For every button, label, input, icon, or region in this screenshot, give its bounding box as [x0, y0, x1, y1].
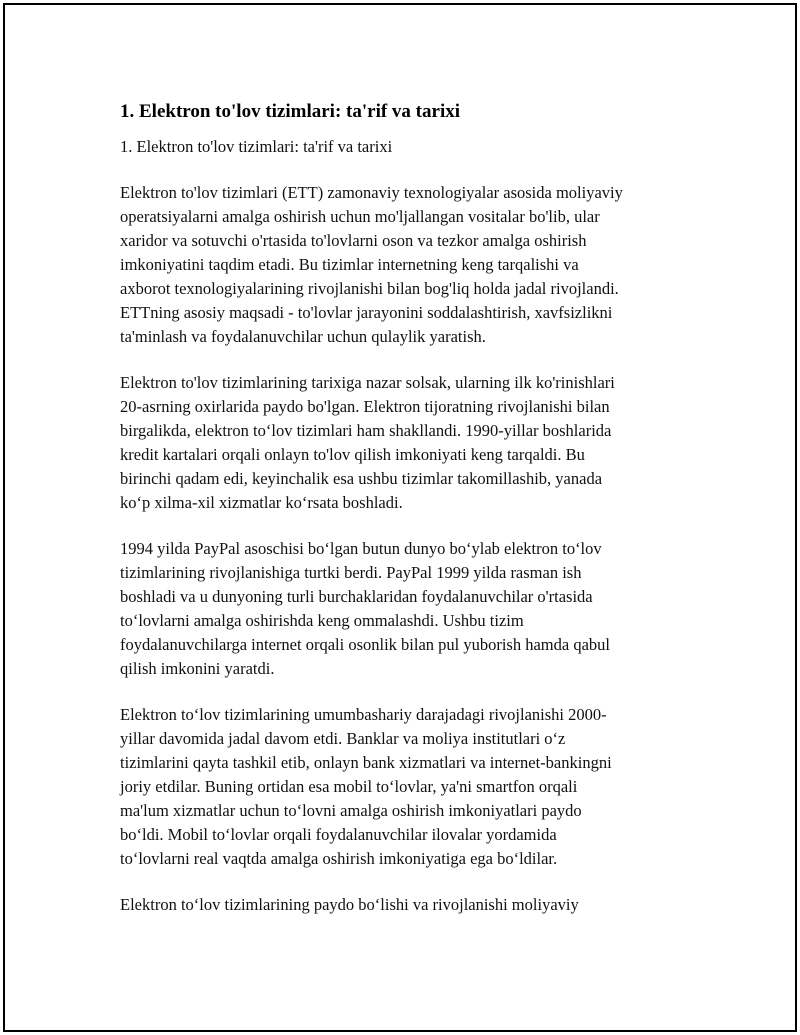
document-body — [120, 99, 700, 939]
paragraph — [120, 537, 700, 681]
paragraph-line: axborot texnologiyalarining rivojlanishi bilan bog'liq holda jadal rivojlandi. — [120, 279, 619, 298]
paragraph-line: to‘lovlarni amalga oshirishda keng ommalashdi. Ushbu tizim — [120, 611, 524, 630]
paragraph-line: Elektron to'lov tizimlari (ETT) zamonaviy texnologiyalar asosida moliyaviy — [120, 183, 623, 202]
paragraph — [120, 893, 700, 917]
paragraph-line: ETTning asosiy maqsadi - to'lovlar jarayonini soddalashtirish, xavfsizlikni — [120, 303, 613, 322]
paragraph-line: joriy etdilar. Buning ortidan esa mobil to‘lovlar, ya'ni smartfon orqali — [120, 777, 578, 796]
paragraph-line: birgalikda, elektron to‘lov tizimlari ham shakllandi. 1990-yillar boshlarida — [120, 421, 612, 440]
paragraph-line: foydalanuvchilarga internet orqali osonlik bilan pul yuborish hamda qabul — [120, 635, 610, 654]
paragraph-line: birinchi qadam edi, keyinchalik esa ushbu tizimlar takomillashib, yanada — [120, 469, 603, 488]
paragraph-line: kredit kartalari orqali onlayn to'lov qilish imkoniyati keng tarqaldi. Bu — [120, 445, 585, 464]
paragraph-line: 1994 yilda PayPal asoschisi bo‘lgan butun dunyo bo‘ylab elektron to‘lov — [120, 539, 602, 558]
document-heading: 1. Elektron to'lov tizimlari: ta'rif va tarixi — [120, 101, 460, 122]
page-frame — [3, 3, 797, 1032]
paragraph-line: imkoniyatini taqdim etadi. Bu tizimlar internetning keng tarqalishi va — [120, 255, 579, 274]
paragraph-line: operatsiyalarni amalga oshirish uchun mo'ljallangan vositalar bo'lib, ular — [120, 207, 600, 226]
paragraph-line: xaridor va sotuvchi o'rtasida to'lovlarni oson va tezkor amalga oshirish — [120, 231, 587, 250]
paragraph-line: Elektron to‘lov tizimlarining umumbashariy darajadagi rivojlanishi 2000- — [120, 705, 607, 724]
paragraph — [120, 703, 700, 871]
paragraph-line: tizimlarini qayta tashkil etib, onlayn bank xizmatlari va internet-bankingni — [120, 753, 612, 772]
paragraph-line: ta'minlash va foydalanuvchilar uchun qulaylik yaratish. — [120, 327, 486, 346]
paragraph — [120, 371, 700, 515]
paragraph-line: ko‘p xilma-xil xizmatlar ko‘rsata boshladi. — [120, 493, 403, 512]
paragraph-line: Elektron to'lov tizimlarining tarixiga nazar solsak, ularning ilk ko'rinishlari — [120, 373, 615, 392]
paragraph-line: Elektron to‘lov tizimlarining paydo bo‘lishi va rivojlanishi moliyaviy — [120, 895, 579, 914]
paragraph-line: boshladi va u dunyoning turli burchaklaridan foydalanuvchilar o'rtasida — [120, 587, 593, 606]
paragraph-line: tizimlarining rivojlanishiga turtki berdi. PayPal 1999 yilda rasman ish — [120, 563, 582, 582]
paragraph-line: qilish imkonini yaratdi. — [120, 659, 275, 678]
paragraph — [120, 181, 700, 349]
paragraph-line: bo‘ldi. Mobil to‘lovlar orqali foydalanuvchilar ilovalar yordamida — [120, 825, 557, 844]
paragraph-line: to‘lovlarni real vaqtda amalga oshirish imkoniyatiga ega bo‘ldilar. — [120, 849, 558, 868]
paragraph-line: ma'lum xizmatlar uchun to‘lovni amalga oshirish imkoniyatlari paydo — [120, 801, 582, 820]
paragraph-line: yillar davomida jadal davom etdi. Banklar va moliya institutlari o‘z — [120, 729, 566, 748]
paragraph-line: 20-asrning oxirlarida paydo bo'lgan. Elektron tijoratning rivojlanishi bilan — [120, 397, 610, 416]
document-subheading: 1. Elektron to'lov tizimlari: ta'rif va tarixi — [120, 137, 393, 156]
